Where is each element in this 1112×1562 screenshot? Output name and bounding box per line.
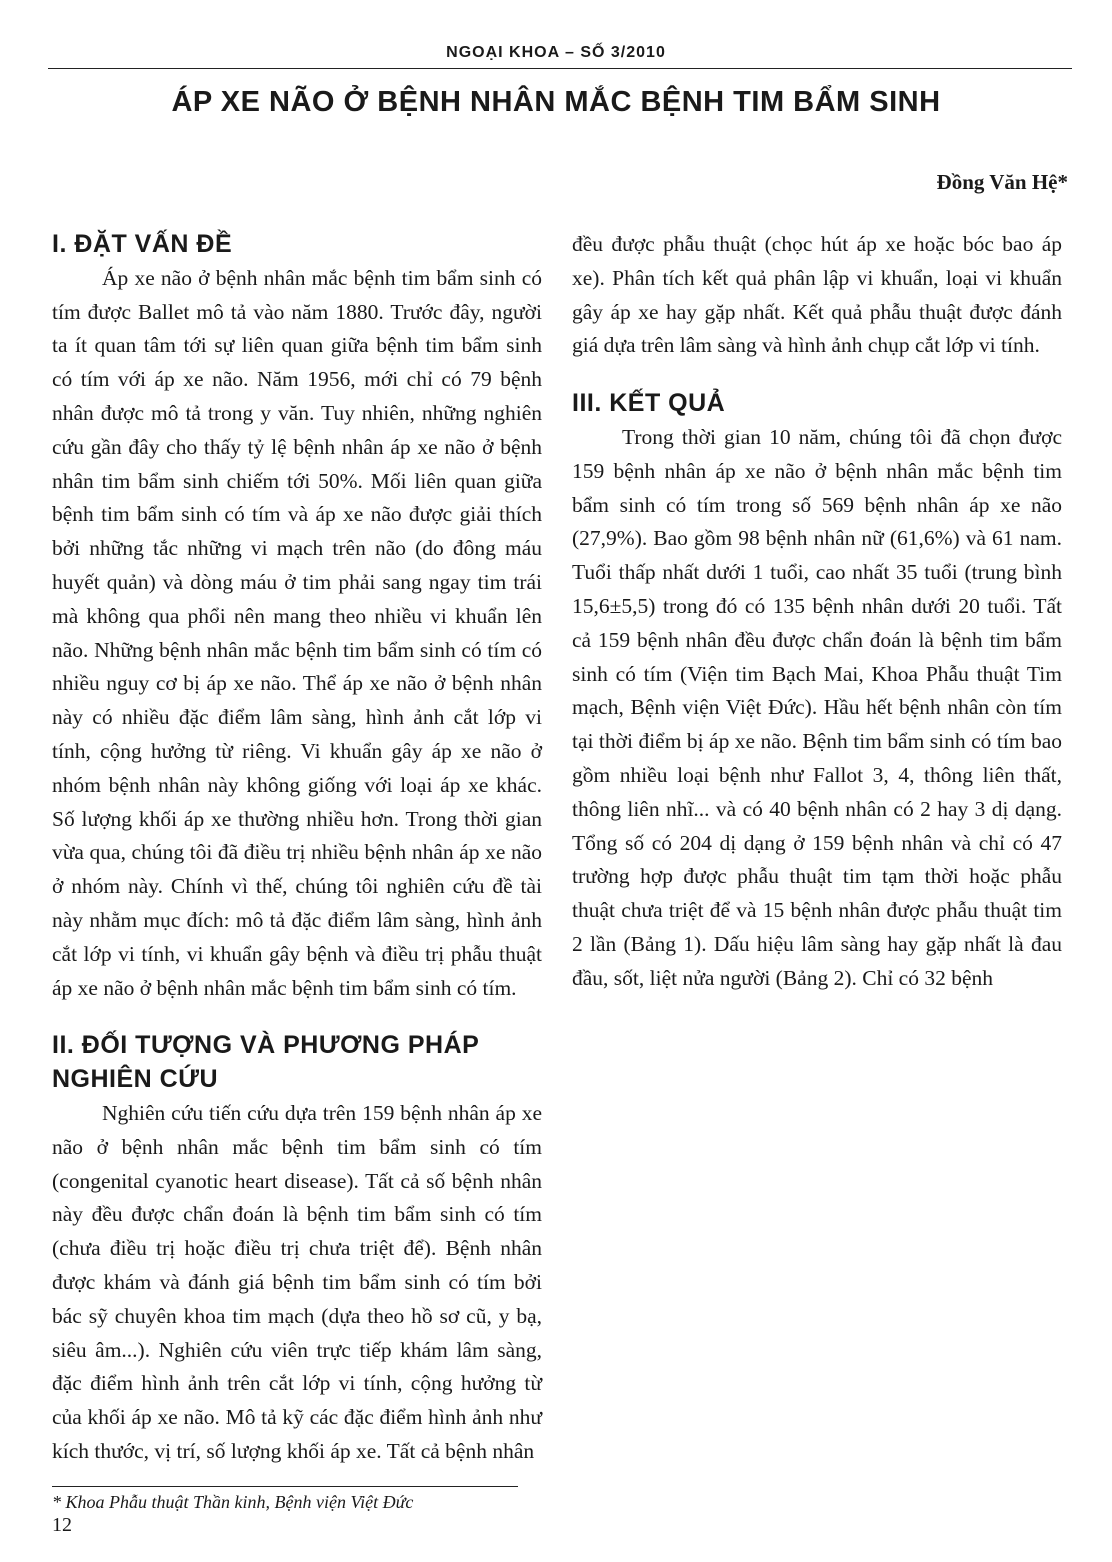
page-number: 12: [52, 1514, 72, 1536]
section-2-paragraph-continued: đều được phẫu thuật (chọc hút áp xe hoặc bóc bao áp xe). Phân tích kết quả phân lập vi khuẩn, loại vi khuẩn gây áp xe hay gặp nhất. Kết quả phẫu thuật được đánh giá dựa trên lâm sàng và hình ảnh chụp cắt lớp vi tính.: [572, 232, 1062, 358]
article-title: ÁP XE NÃO Ở BỆNH NHÂN MẮC BỆNH TIM BẨM SINH: [171, 86, 941, 118]
author: Đồng Văn Hệ*: [936, 170, 1068, 194]
footnote: * Khoa Phẫu thuật Thần kinh, Bệnh viện Việt Đức: [52, 1492, 414, 1512]
section-heading-2: II. ĐỐI TƯỢNG VÀ PHƯƠNG PHÁP NGHIÊN CỨU: [52, 1031, 479, 1094]
section-3-paragraph: Trong thời gian 10 năm, chúng tôi đã chọn được 159 bệnh nhân áp xe não ở bệnh nhân mắc bệnh tim bẩm sinh có tím trong số 569 bệnh nhân áp xe não (27,9%). Bao gồm 98 bệnh nhân nữ (61,6%) và 61 nam. Tuổi thấp nhất dưới 1 tuổi, cao nhất 35 tuổi (trung bình 15,6±5,5) trong đó có 135 bệnh nhân dưới 20 tuổi. Tất cả 159 bệnh nhân đều được chẩn đoán là bệnh tim bẩm sinh có tím (Viện tim Bạch Mai, Khoa Phẫu thuật Tim mạch, Bệnh viện Việt Đức). Hầu hết bệnh nhân còn tím tại thời điểm bị áp xe não. Bệnh tim bẩm sinh có tím bao gồm nhiều loại bệnh như Fallot 3, 4, thông liên thất, thông liên nhĩ... và có 40 bệnh nhân có 2 hay 3 dị dạng. Tổng số có 204 dị dạng ở 159 bệnh nhân và chỉ có 47 trường hợp được phẫu thuật tim tạm thời hoặc phẫu thuật chưa triệt để và 15 bệnh nhân được phẫu thuật tim 2 lần (Bảng 1). Dấu hiệu lâm sàng hay gặp nhất là đau đầu, sốt, liệt nửa người (Bảng 2). Chỉ có 32 bệnh: [572, 424, 1062, 990]
section-heading-1: I. ĐẶT VẤN ĐỀ: [52, 230, 233, 258]
section-2-paragraph: Nghiên cứu tiến cứu dựa trên 159 bệnh nhân áp xe não ở bệnh nhân mắc bệnh tim bẩm sinh có tím (congenital cyanotic heart disease). Tất cả số bệnh nhân này đều được chẩn đoán là bệnh tim bẩm sinh có tím (chưa điều trị hoặc điều trị chưa triệt để). Bệnh nhân được khám và đánh giá bệnh tim bẩm sinh có tím bởi bác sỹ chuyên khoa tim mạch (dựa theo hồ sơ cũ, y bạ, siêu âm...). Nghiên cứu viên trực tiếp khám lâm sàng, đặc điểm hình ảnh trên cắt lớp vi tính, cộng hưởng từ của khối áp xe não. Mô tả kỹ các đặc điểm hình ảnh như kích thước, vị trí, số lượng khối áp xe. Tất cả bệnh nhân: [52, 1100, 542, 1463]
left-column: [52, 228, 542, 1469]
journal-header: NGOẠI KHOA – SỐ 3/2010: [446, 44, 666, 61]
footnote-rule: [52, 1486, 518, 1487]
section-heading-3: III. KẾT QUẢ: [572, 389, 726, 418]
header-rule: [48, 68, 1072, 69]
section-2-continuation: [572, 228, 1062, 363]
section-1-paragraph: Áp xe não ở bệnh nhân mắc bệnh tim bẩm sinh có tím được Ballet mô tả vào năm 1880. Trước đây, người ta ít quan tâm tới sự liên quan giữa bệnh tim bẩm sinh có tím với áp xe não. Năm 1956, mới chỉ có 79 bệnh nhân được mô tả trong y văn. Tuy nhiên, những nghiên cứu gần đây cho thấy tỷ lệ bệnh nhân áp xe não ở bệnh nhân tim bẩm sinh chiếm tới 50%. Mối liên quan giữa bệnh tim bẩm sinh có tím và áp xe não được giải thích bởi những tắc những vi mạch trên não (do đông máu huyết quản) và dòng máu ở tim phải sang ngay tim trái mà không qua phổi nên mang theo nhiều vi khuẩn lên não. Những bệnh nhân mắc bệnh tim bẩm sinh có tím có nhiều nguy cơ bị áp xe não. Thể áp xe não ở bệnh nhân này có nhiều đặc điểm lâm sàng, hình ảnh cắt lớp vi tính, cộng hưởng từ riêng. Vi khuẩn gây áp xe não ở nhóm bệnh nhân này không giống với loại áp xe khác. Số lượng khối áp xe thường nhiều hơn. Trong thời gian vừa qua, chúng tôi đã điều trị nhiều bệnh nhân áp xe não ở nhóm này. Chính vì thế, chúng tôi nghiên cứu đề tài này nhằm mục đích: mô tả đặc điểm lâm sàng, hình ảnh cắt lớp vi tính, vi khuẩn gây bệnh và điều trị phẫu thuật áp xe não ở bệnh nhân mắc bệnh tim bẩm sinh có tím.: [52, 265, 542, 1000]
right-column: [572, 228, 1062, 996]
